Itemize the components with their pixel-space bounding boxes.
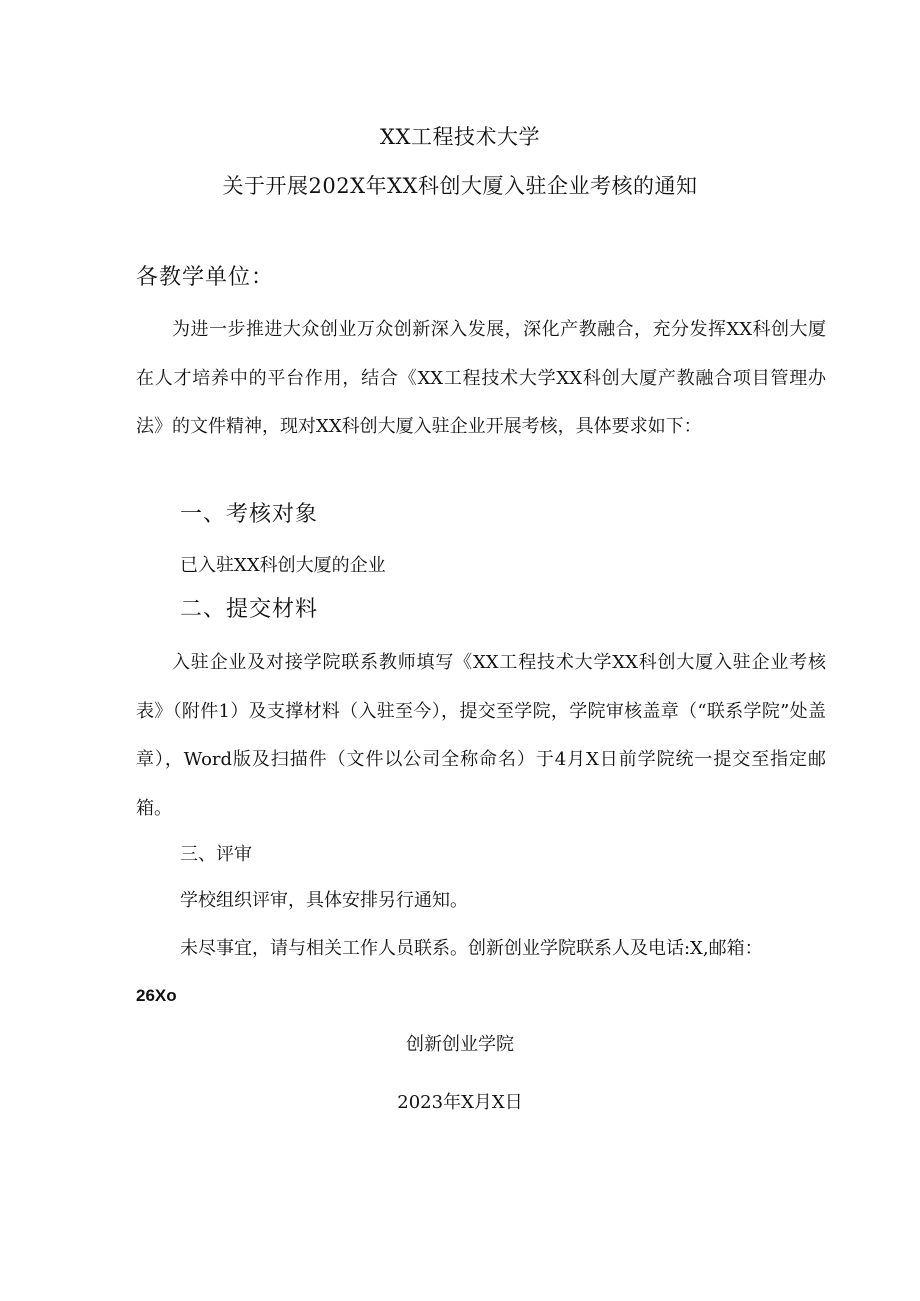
intro-paragraph: 为进一步推进大众创业万众创新深入发展，深化产教融合，充分发挥XX科创大厦在人才培养中的平台作用，结合《XX工程技术大学XX科创大厦产教融合项目管理办法》的文件精神，现对XX科创大厦入驻企业开展考核，具体要求如下：: [136, 319, 826, 437]
section-heading-materials: 二、提交材料: [180, 597, 319, 622]
contact-line: 未尽事宜，请与相关工作人员联系。创新创业学院联系人及电话:X,邮箱：: [180, 938, 763, 959]
section-body-materials: 入驻企业及对接学院联系教师填写《XX工程技术大学XX科创大厦入驻企业考核表》（附件1）及支撑材料（入驻至今），提交至学院，学院审核盖章（“联系学院”处盖章），Word版及扫描件（文件以公司全称命名）于4月X日前学院统一提交至指定邮箱。: [136, 652, 826, 819]
section-body-target: 已入驻XX科创大厦的企业: [180, 555, 386, 576]
document-title-notice: 关于开展202X年XX科创大厦入驻企业考核的通知: [222, 174, 698, 198]
signature-organization: 创新创业学院: [406, 1034, 514, 1055]
document-title-institution: XX工程技术大学: [380, 125, 540, 149]
salutation: 各教学单位：: [136, 265, 275, 290]
contact-email-tail: 26Xo: [136, 986, 177, 1005]
signature-date: 2023年X月X日: [397, 1092, 523, 1113]
section-body-review: 学校组织评审，具体安排另行通知。: [180, 890, 468, 911]
section-heading-target: 一、考核对象: [180, 502, 319, 527]
section-heading-review: 三、评审: [180, 844, 252, 865]
